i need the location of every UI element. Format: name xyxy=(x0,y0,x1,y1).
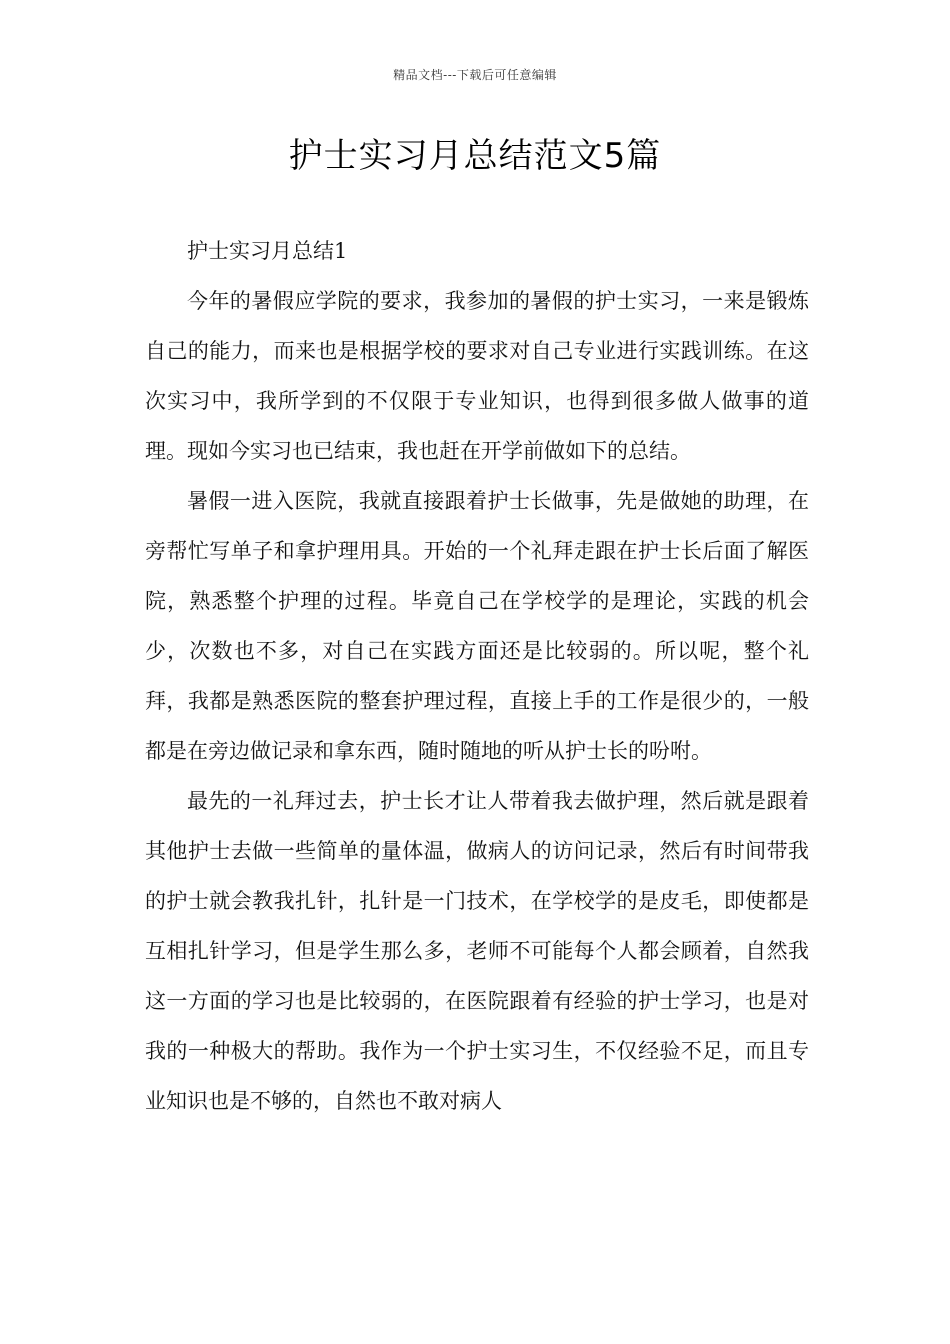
document-title: 护士实习月总结范文5篇 xyxy=(288,136,662,176)
paragraph-3: 最先的一礼拜过去，护士长才让人带着我去做护理，然后就是跟着其他护士去做一些简单的量体温，做病人的访问记录，然后有时间带我的护士就会教我扎针，扎针是一门技术，在学校学的是皮毛，即使都是互相扎针学习，但是学生那么多，老师不可能每个人都会顾着，自然我这一方面的学习也是比较弱的，在医院跟着有经验的护士学习，也是对我的一种极大的帮助。我作为一个护士实习生，不仅经验不足，而且专业知识也是不够的，自然也不敢对病人 xyxy=(145,789,809,1113)
section-heading: 护士实习月总结1 xyxy=(187,239,348,263)
paragraph-1: 今年的暑假应学院的要求，我参加的暑假的护士实习，一来是锻炼自己的能力，而来也是根据学校的要求对自己专业进行实践训练。在这次实习中，我所学到的不仅限于专业知识，也得到很多做人做事的道理。现如今实习也已结束，我也赶在开学前做如下的总结。 xyxy=(145,289,809,463)
header-note: 精品文档---下载后可任意编辑 xyxy=(393,68,557,82)
paragraph-2: 暑假一进入医院，我就直接跟着护士长做事，先是做她的助理，在旁帮忙写单子和拿护理用具。开始的一个礼拜走跟在护士长后面了解医院，熟悉整个护理的过程。毕竟自己在学校学的是理论，实践的机会少，次数也不多，对自己在实践方面还是比较弱的。所以呢，整个礼拜，我都是熟悉医院的整套护理过程，直接上手的工作是很少的，一般都是在旁边做记录和拿东西，随时随地的听从护士长的吩咐。 xyxy=(145,489,809,763)
document-body xyxy=(145,226,809,1126)
